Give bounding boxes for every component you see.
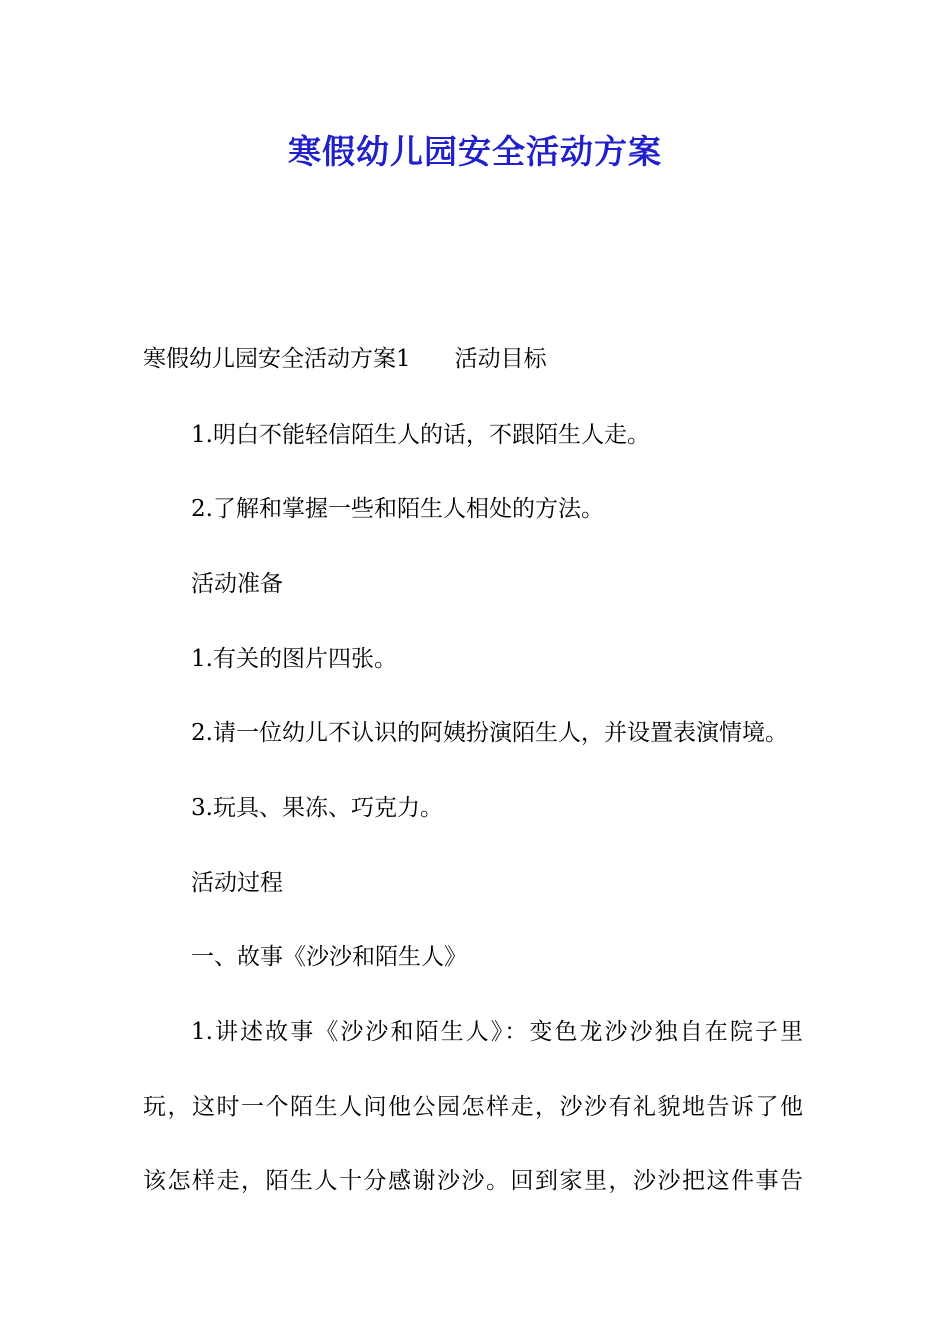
document-title: 寒假幼儿园安全活动方案 <box>288 132 662 171</box>
goals-heading: 活动目标 <box>454 346 547 372</box>
story-paragraph-line: 该怎样走，陌生人十分感谢沙沙。回到家里，沙沙把这件事告 <box>143 1168 803 1194</box>
story-paragraph-line: 玩，这时一个陌生人问他公园怎样走，沙沙有礼貌地告诉了他 <box>143 1094 803 1120</box>
section-heading-line <box>143 342 547 376</box>
goal-item: 2.了解和掌握一些和陌生人相处的方法。 <box>191 496 604 522</box>
story-paragraph-line: 1.讲述故事《沙沙和陌生人》：变色龙沙沙独自在院子里 <box>191 1019 803 1045</box>
section-heading: 寒假幼儿园安全活动方案1 <box>143 346 411 372</box>
prep-item: 1.有关的图片四张。 <box>191 646 397 672</box>
prep-heading: 活动准备 <box>191 571 283 597</box>
goal-item: 1.明白不能轻信陌生人的话，不跟陌生人走。 <box>191 422 650 448</box>
story-heading: 一、故事《沙沙和陌生人》 <box>191 944 467 970</box>
prep-item: 2.请一位幼儿不认识的阿姨扮演陌生人，并设置表演情境。 <box>191 720 788 746</box>
process-heading: 活动过程 <box>191 870 283 896</box>
prep-item: 3.玩具、果冻、巧克力。 <box>191 795 443 821</box>
